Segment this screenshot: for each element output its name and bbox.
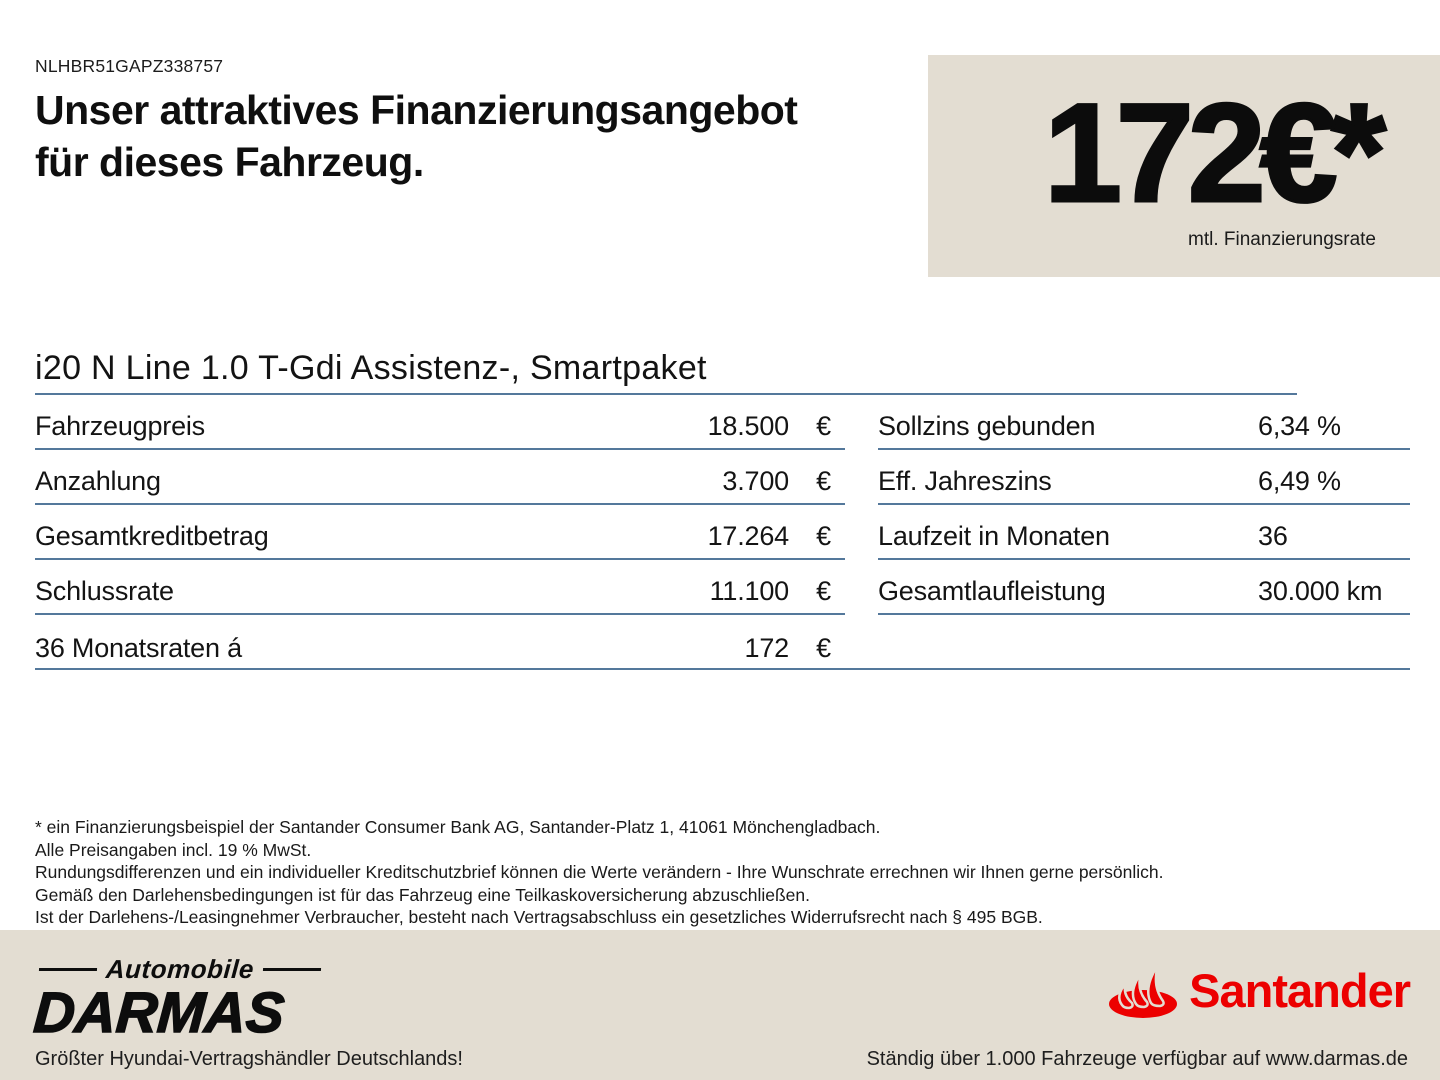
row-unit: € (816, 633, 831, 663)
table-row (35, 630, 845, 670)
headline-line-1: Unser attraktives Finanzierungsangebot (35, 87, 798, 133)
dealer-logo-top-text: Automobile (104, 954, 256, 984)
table-row (878, 410, 1410, 450)
dealer-logo-name: DARMAS (31, 981, 287, 1045)
darmas-dealer-logo (31, 954, 322, 1045)
table-row (35, 520, 845, 560)
santander-flame-icon (1105, 958, 1181, 1023)
santander-logo (1105, 958, 1410, 1023)
row-value: 6,34 % (1258, 411, 1341, 441)
row-value: 11.100 (709, 576, 789, 606)
title-underline (35, 393, 1297, 395)
row-label: Eff. Jahreszins (878, 466, 1052, 496)
disclaimer-line: Ist der Darlehens-/Leasingnehmer Verbraucher, besteht nach Vertragsabschluss ein gesetzliches Widerrufsrecht nach § 495 BGB. (35, 907, 1043, 927)
footer-bar (0, 930, 1440, 1080)
disclaimer-line: * ein Finanzierungsbeispiel der Santander Consumer Bank AG, Santander-Platz 1, 41061 Mönchengladbach. (35, 817, 881, 837)
row-value: 36 (1258, 521, 1288, 551)
row-label: Schlussrate (35, 576, 174, 606)
row-value: 6,49 % (1258, 466, 1341, 496)
vehicle-vin: NLHBR51GAPZ338757 (35, 56, 224, 76)
headline-line-2: für dieses Fahrzeug. (35, 139, 424, 185)
disclaimer-line: Rundungsdifferenzen und ein individueller Kreditschutzbrief können die Werte verändern - Ihre Wunschrate errechnen wir Ihnen gerne persönlich. (35, 862, 1164, 882)
row-label: Fahrzeugpreis (35, 411, 205, 441)
row-unit: € (816, 466, 831, 496)
monthly-rate-caption: mtl. Finanzierungsrate (1188, 229, 1376, 250)
table-row (878, 465, 1410, 505)
row-label: 36 Monatsraten á (35, 633, 242, 663)
disclaimer-line: Gemäß den Darlehensbedingungen ist für das Fahrzeug eine Teilkaskoversicherung abzuschließen. (35, 884, 810, 905)
row-value: 17.264 (707, 521, 789, 551)
row-unit: € (816, 411, 831, 441)
table-row (878, 520, 1410, 560)
logo-dash-right (263, 968, 321, 971)
logo-dash-left (39, 968, 97, 971)
row-label: Gesamtlaufleistung (878, 576, 1106, 606)
vehicle-title: i20 N Line 1.0 T-Gdi Assistenz-, Smartpaket (35, 349, 707, 387)
row-unit: € (816, 521, 831, 551)
monthly-rate-box (928, 55, 1440, 277)
table-bottom-line (35, 668, 1410, 670)
availability-tagline: Ständig über 1.000 Fahrzeuge verfügbar auf www.darmas.de (866, 1048, 1408, 1070)
table-row (878, 575, 1410, 615)
row-unit: € (816, 576, 831, 606)
row-value: 18.500 (707, 411, 789, 441)
row-value: 30.000 km (1258, 576, 1383, 606)
santander-wordmark: Santander (1189, 964, 1410, 1017)
row-label: Anzahlung (35, 466, 161, 496)
disclaimer-line: Alle Preisangaben incl. 19 % MwSt. (35, 839, 312, 860)
row-value: 3.700 (722, 466, 789, 496)
table-row (35, 575, 845, 615)
table-row (35, 410, 845, 450)
dealer-tagline: Größter Hyundai-Vertragshändler Deutschlands! (35, 1048, 463, 1070)
monthly-rate-amount: 172€* (1044, 74, 1380, 231)
page-title (35, 84, 935, 188)
row-label: Sollzins gebunden (878, 411, 1096, 441)
table-row (35, 465, 845, 505)
disclaimer (35, 816, 1415, 929)
row-label: Laufzeit in Monaten (878, 521, 1110, 551)
row-value: 172 (744, 633, 789, 663)
row-label: Gesamtkreditbetrag (35, 521, 269, 551)
